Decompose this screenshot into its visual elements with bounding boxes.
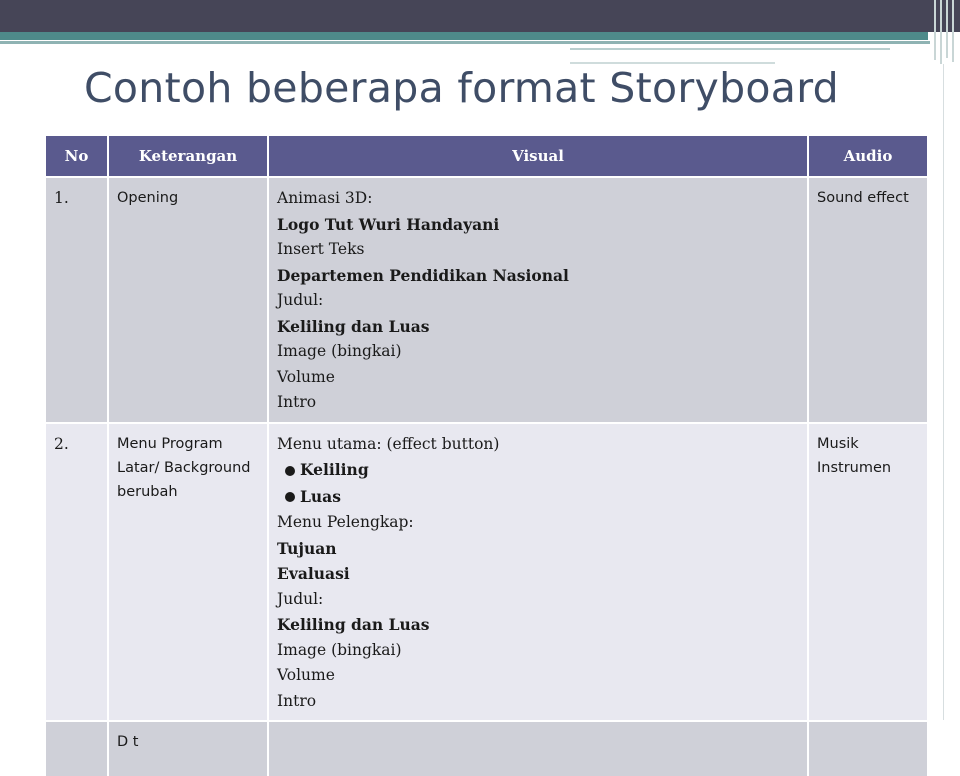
visual-line: Evaluasi [277, 564, 350, 583]
table-row [46, 721, 928, 776]
visual-line: Judul: [277, 589, 324, 608]
cell-audio [808, 721, 928, 776]
bullet-item [277, 484, 801, 511]
cell-keterangan: D t [108, 721, 268, 776]
cell-audio: Musik Instrumen [808, 423, 928, 722]
top-dark-band [0, 0, 960, 32]
visual-line: Judul: [277, 291, 324, 309]
top-teal-band [0, 32, 928, 40]
cell-visual [268, 177, 808, 423]
visual-line: Intro [277, 393, 317, 411]
header-visual: Visual [268, 136, 808, 177]
visual-line: Menu Pelengkap: [277, 513, 414, 531]
top-thin-band [0, 41, 930, 44]
cell-audio: Sound effect [808, 177, 928, 423]
visual-line: Keliling dan Luas [277, 316, 430, 336]
cell-visual [268, 423, 808, 722]
cell-no [46, 721, 108, 776]
table-header-row [46, 136, 928, 177]
header-keterangan: Keterangan [108, 136, 268, 177]
visual-line: Logo Tut Wuri Handayani [277, 214, 500, 234]
visual-line: Image (bingkai) [277, 640, 402, 659]
bullet-text: Luas [300, 486, 341, 506]
cell-keterangan: Menu Program Latar/ Background berubah [108, 423, 268, 722]
bullet-dot-icon [285, 492, 295, 502]
table-row [46, 423, 928, 722]
cell-no: 1. [46, 177, 108, 423]
visual-line: Intro [277, 691, 317, 710]
storyboard-table [46, 136, 929, 776]
visual-line: Tujuan [277, 538, 337, 558]
top-accent-line [570, 48, 890, 50]
visual-line: Image (bingkai) [277, 342, 402, 360]
visual-line: Volume [277, 666, 335, 684]
corner-vertical-lines [930, 0, 960, 64]
bullet-dot-icon [285, 466, 295, 476]
right-vertical-rule [943, 64, 944, 720]
cell-visual [268, 721, 808, 776]
table-row [46, 177, 928, 423]
visual-line: Animasi 3D: [277, 189, 373, 207]
slide-title: Contoh beberapa format Storyboard [84, 64, 839, 112]
visual-line: Departemen Pendidikan Nasional [277, 265, 569, 285]
header-audio: Audio [808, 136, 928, 177]
visual-line: Menu utama: (effect button) [277, 434, 500, 453]
visual-line: Insert Teks [277, 240, 365, 258]
bullet-text: Keliling [300, 460, 369, 479]
cell-keterangan: Opening [108, 177, 268, 423]
bullet-item [277, 457, 801, 484]
visual-line: Keliling dan Luas [277, 615, 430, 634]
visual-line: Volume [277, 367, 335, 386]
header-no: No [46, 136, 108, 177]
cell-no: 2. [46, 423, 108, 722]
